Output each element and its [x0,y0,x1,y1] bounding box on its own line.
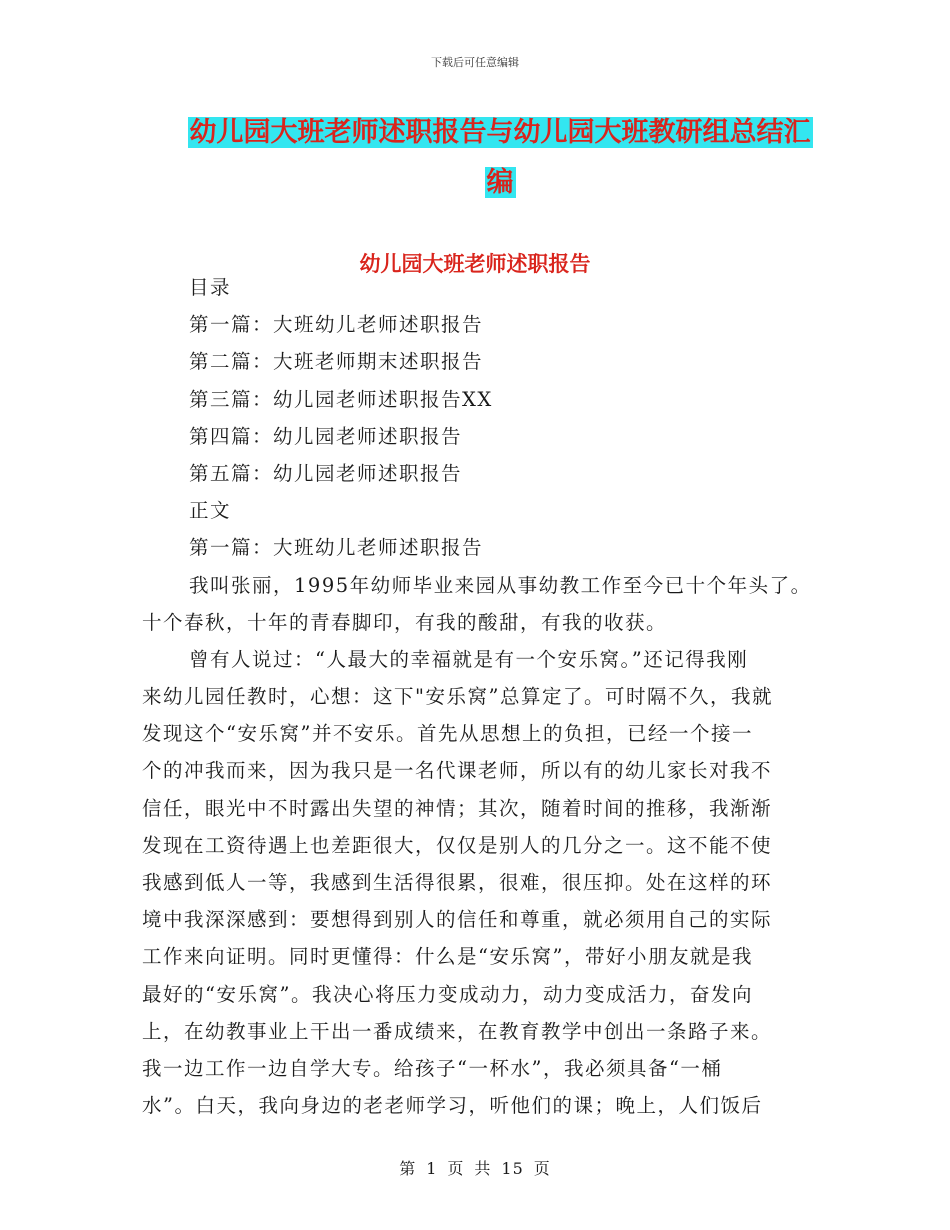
paragraph-line: 发现这个“安乐窝”并不安乐。首先从思想上的负担，已经一个接一 [142,722,753,746]
page-number: 1 [426,1159,438,1178]
document-body [142,269,822,1124]
paragraph-line: 上，在幼教事业上干出一番成绩来，在教育教学中创出一条路子来。 [142,1019,773,1043]
document-title [150,108,850,208]
paragraph-line: 水”。白天，我向身边的老老师学习，听他们的课；晚上，人们饭后 [142,1094,763,1118]
page-footer [0,1156,950,1179]
footer-label: 页 [447,1159,465,1178]
section-subtitle: 幼儿园大班老师述职报告 [359,252,591,276]
paragraph-2 [142,641,822,1124]
paragraph-line: 我一边工作一边自学大专。给孩子“一杯水”，我必须具备“一桶 [142,1056,723,1080]
paragraph-line: 十个春秋，十年的青春脚印，有我的酸甜，有我的收获。 [142,610,668,634]
footer-label: 第 [399,1159,417,1178]
paragraph-line: 曾有人说过：“人最大的幸福就是有一个安乐窝。”还记得我刚 [189,647,749,671]
paragraph-line: 来幼儿园任教时，心想：这下"安乐窝”总算定了。可时隔不久，我就 [142,685,773,709]
paragraph-line: 信任，眼光中不时露出失望的神情；其次，随着时间的推移，我渐渐 [142,796,773,820]
paragraph-1 [142,567,822,641]
paragraph-line: 发现在工资待遇上也差距很大，仅仅是别人的几分之一。这不能不使 [142,833,773,857]
paragraph-line: 我感到低人一等，我感到生活得很累，很难，很压抑。处在这样的环 [142,871,773,894]
toc-item: 第三篇：幼儿园老师述职报告XX [189,387,493,411]
section-title: 第一篇：大班幼儿老师述职报告 [189,536,484,560]
toc-item: 第二篇：大班老师期末述职报告 [189,350,484,374]
paragraph-line: 工作来向证明。同时更懂得：什么是“安乐窝”，带好小朋友就是我 [142,945,753,969]
footer-label: 页 [533,1159,551,1178]
paragraph-line: 个的冲我而来，因为我只是一名代课老师，所以有的幼儿家长对我不 [142,759,773,783]
toc-heading: 目录 [189,276,232,299]
body-heading: 正文 [189,499,232,523]
toc-item: 第五篇：幼儿园老师述职报告 [189,461,463,485]
toc-item: 第一篇：大班幼儿老师述职报告 [189,313,484,337]
document-title-line-1: 幼儿园大班老师述职报告与幼儿园大班教研组总结汇 [189,117,811,148]
paragraph-line: 我叫张丽，1995年幼师毕业来园从事幼教工作至今已十个年头了。 [189,573,812,597]
paragraph-line: 最好的“安乐窝”。我决心将压力变成动力，动力变成活力，奋发向 [142,982,753,1006]
paragraph-line: 境中我深深感到：要想得到别人的信任和尊重，就必须用自己的实际 [142,908,773,932]
total-pages: 15 [501,1159,524,1178]
header-note: 下载后可任意编辑 [431,56,519,69]
toc-item: 第四篇：幼儿园老师述职报告 [189,424,463,448]
footer-label: 共 [474,1159,492,1178]
document-title-line-2: 编 [486,167,514,198]
